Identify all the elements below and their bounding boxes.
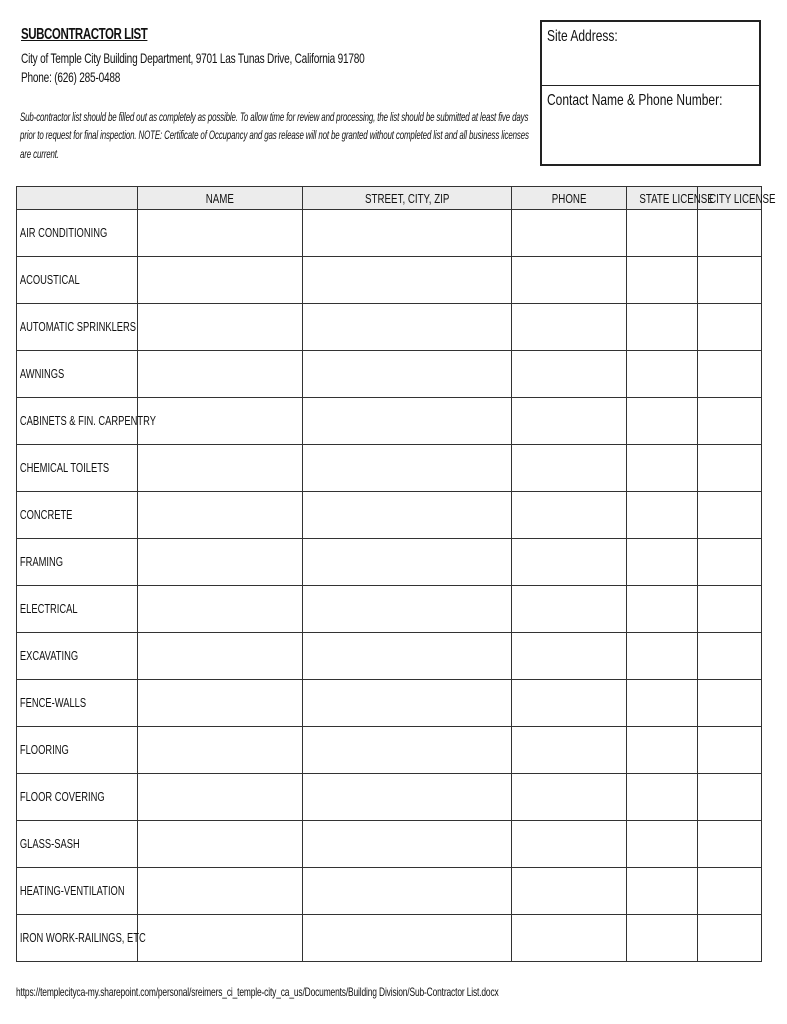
table-row — [17, 539, 762, 586]
column-header-street-city-zip: STREET, CITY, ZIP — [303, 187, 512, 210]
trade-label-cell: ELECTRICAL — [17, 586, 138, 633]
state-license-cell[interactable] — [627, 680, 698, 727]
trade-label-cell: EXCAVATING — [17, 633, 138, 680]
phone-cell[interactable] — [512, 821, 627, 868]
site-address-label: Site Address: — [547, 28, 618, 45]
phone-cell[interactable] — [512, 586, 627, 633]
table-row — [17, 398, 762, 445]
state-license-cell[interactable] — [627, 586, 698, 633]
column-header-city-license: CITY LICENSE — [698, 187, 762, 210]
name-cell[interactable] — [138, 257, 303, 304]
phone-cell[interactable] — [512, 492, 627, 539]
phone-cell[interactable] — [512, 445, 627, 492]
trade-label-cell: FRAMING — [17, 539, 138, 586]
city-license-cell[interactable] — [698, 398, 762, 445]
table-row — [17, 727, 762, 774]
state-license-cell[interactable] — [627, 445, 698, 492]
trade-label-cell: GLASS-SASH — [17, 821, 138, 868]
phone-cell[interactable] — [512, 680, 627, 727]
street-cell[interactable] — [303, 351, 512, 398]
city-license-cell[interactable] — [698, 774, 762, 821]
phone-cell[interactable] — [512, 304, 627, 351]
table-row — [17, 210, 762, 257]
name-cell[interactable] — [138, 210, 303, 257]
trade-label-cell: CHEMICAL TOILETS — [17, 445, 138, 492]
table-row — [17, 257, 762, 304]
trade-label-cell: AIR CONDITIONING — [17, 210, 138, 257]
column-header-state-license: STATE LICENSE — [627, 187, 698, 210]
city-license-cell[interactable] — [698, 586, 762, 633]
city-license-cell[interactable] — [698, 304, 762, 351]
table-row — [17, 304, 762, 351]
table-row — [17, 774, 762, 821]
form-title: SUBCONTRACTOR LIST — [21, 26, 148, 43]
table-row — [17, 633, 762, 680]
trade-label-cell: ACOUSTICAL — [17, 257, 138, 304]
phone-cell[interactable] — [512, 210, 627, 257]
table-row — [17, 821, 762, 868]
phone-cell[interactable] — [512, 915, 627, 962]
state-license-cell[interactable] — [627, 492, 698, 539]
phone-cell[interactable] — [512, 633, 627, 680]
street-cell[interactable] — [303, 774, 512, 821]
trade-label-cell: FENCE-WALLS — [17, 680, 138, 727]
street-cell[interactable] — [303, 727, 512, 774]
street-cell[interactable] — [303, 821, 512, 868]
trade-label-cell: CONCRETE — [17, 492, 138, 539]
street-cell[interactable] — [303, 398, 512, 445]
name-cell[interactable] — [138, 727, 303, 774]
phone-cell[interactable] — [512, 257, 627, 304]
street-cell[interactable] — [303, 633, 512, 680]
city-license-cell[interactable] — [698, 210, 762, 257]
column-header-name: NAME — [138, 187, 303, 210]
department-address: City of Temple City Building Department, 9701 Las Tunas Drive, California 91780 — [21, 50, 365, 66]
phone-cell[interactable] — [512, 539, 627, 586]
name-cell[interactable] — [138, 304, 303, 351]
site-info-box — [540, 20, 761, 166]
document-path-footer: https://templecityca-my.sharepoint.com/personal/sreimers_ci_temple-city_ca_us/Documents/Building Division/Sub-Contractor List.docx — [16, 985, 499, 999]
state-license-cell[interactable] — [627, 915, 698, 962]
city-license-cell[interactable] — [698, 539, 762, 586]
name-cell[interactable] — [138, 868, 303, 915]
city-license-cell[interactable] — [698, 492, 762, 539]
trade-label-cell: AWNINGS — [17, 351, 138, 398]
name-cell[interactable] — [138, 915, 303, 962]
street-cell[interactable] — [303, 210, 512, 257]
table-header-row — [17, 187, 762, 210]
trade-label-cell: IRON WORK-RAILINGS, ETC — [17, 915, 138, 962]
state-license-cell[interactable] — [627, 257, 698, 304]
name-cell[interactable] — [138, 539, 303, 586]
street-cell[interactable] — [303, 304, 512, 351]
city-license-cell[interactable] — [698, 351, 762, 398]
instructions-line-2: prior to request for final inspection. NOTE: Certificate of Occupancy and gas release will not be granted without completed list and all business licenses — [20, 128, 529, 142]
state-license-cell[interactable] — [627, 868, 698, 915]
site-address-field[interactable] — [542, 22, 759, 86]
name-cell[interactable] — [138, 492, 303, 539]
table-row — [17, 492, 762, 539]
state-license-cell[interactable] — [627, 539, 698, 586]
table-row — [17, 351, 762, 398]
state-license-cell[interactable] — [627, 633, 698, 680]
table-row — [17, 915, 762, 962]
city-license-cell[interactable] — [698, 257, 762, 304]
contact-field[interactable] — [542, 86, 759, 164]
street-cell[interactable] — [303, 445, 512, 492]
name-cell[interactable] — [138, 633, 303, 680]
name-cell[interactable] — [138, 680, 303, 727]
city-license-cell[interactable] — [698, 915, 762, 962]
table-row — [17, 680, 762, 727]
name-cell[interactable] — [138, 351, 303, 398]
phone-cell[interactable] — [512, 398, 627, 445]
state-license-cell[interactable] — [627, 351, 698, 398]
table-row — [17, 868, 762, 915]
trade-label-cell: HEATING-VENTILATION — [17, 868, 138, 915]
city-license-cell[interactable] — [698, 633, 762, 680]
name-cell[interactable] — [138, 445, 303, 492]
city-license-cell[interactable] — [698, 445, 762, 492]
city-license-cell[interactable] — [698, 868, 762, 915]
street-cell[interactable] — [303, 586, 512, 633]
city-license-cell[interactable] — [698, 680, 762, 727]
street-cell[interactable] — [303, 539, 512, 586]
street-cell[interactable] — [303, 915, 512, 962]
phone-cell[interactable] — [512, 774, 627, 821]
phone-cell[interactable] — [512, 868, 627, 915]
table-row — [17, 586, 762, 633]
instructions-line-1: Sub-contractor list should be filled out as completely as possible. To allow time for review and processing, the list should be submitted at least five days — [20, 110, 529, 124]
street-cell[interactable] — [303, 257, 512, 304]
state-license-cell[interactable] — [627, 821, 698, 868]
street-cell[interactable] — [303, 680, 512, 727]
state-license-cell[interactable] — [627, 774, 698, 821]
name-cell[interactable] — [138, 398, 303, 445]
column-header-phone: PHONE — [512, 187, 627, 210]
name-cell[interactable] — [138, 774, 303, 821]
state-license-cell[interactable] — [627, 727, 698, 774]
trade-label-cell: FLOOR COVERING — [17, 774, 138, 821]
phone-cell[interactable] — [512, 727, 627, 774]
state-license-cell[interactable] — [627, 304, 698, 351]
street-cell[interactable] — [303, 492, 512, 539]
contact-label: Contact Name & Phone Number: — [547, 92, 723, 109]
instructions-line-3: are current. — [20, 147, 59, 161]
street-cell[interactable] — [303, 868, 512, 915]
trade-label-cell: FLOORING — [17, 727, 138, 774]
state-license-cell[interactable] — [627, 398, 698, 445]
trade-label-cell: CABINETS & FIN. CARPENTRY — [17, 398, 138, 445]
name-cell[interactable] — [138, 821, 303, 868]
department-phone: Phone: (626) 285-0488 — [21, 69, 121, 85]
city-license-cell[interactable] — [698, 821, 762, 868]
city-license-cell[interactable] — [698, 727, 762, 774]
column-header-trade — [17, 187, 138, 210]
state-license-cell[interactable] — [627, 210, 698, 257]
trade-label-cell: AUTOMATIC SPRINKLERS — [17, 304, 138, 351]
phone-cell[interactable] — [512, 351, 627, 398]
table-row — [17, 445, 762, 492]
name-cell[interactable] — [138, 586, 303, 633]
subcontractor-table — [16, 186, 776, 962]
